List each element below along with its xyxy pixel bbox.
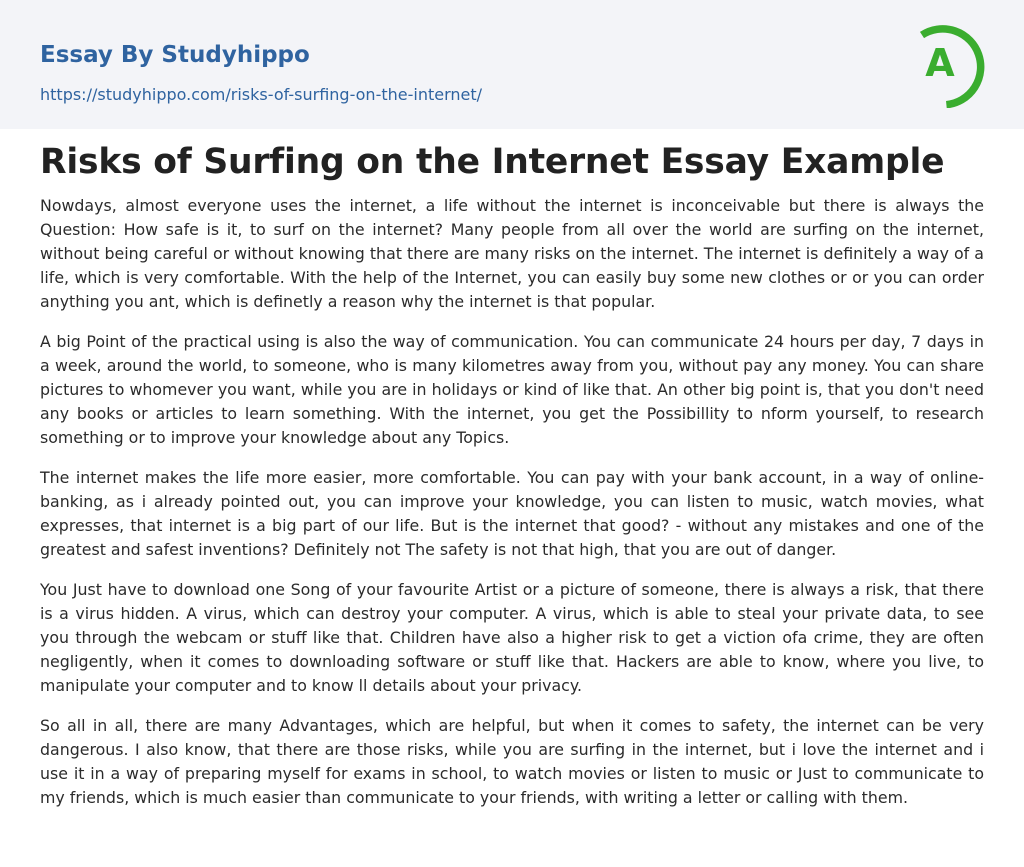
studyhippo-a-logo-icon[interactable] [910, 18, 990, 108]
site-brand[interactable]: Essay By Studyhippo [40, 42, 310, 68]
essay-paragraph: The internet makes the life more easier, more comfortable. You can pay with your bank account, in a way of online-banking, as i already pointed out, you can improve your knowledge, you can listen to music, watch movies, what expresses, that internet is a big part of our life. But is the internet that good? - without any mistakes and one of the greatest and safest inventions? Definitely not The safety is not that high, that you are out of danger. [40, 468, 984, 559]
essay-paragraph: You Just have to download one Song of your favourite Artist or a picture of someone, there is always a risk, that there is a virus hidden. A virus, which can destroy your computer. A virus, which is able to steal your private data, to see you through the webcam or stuff like that. Children have also a higher risk to get a viction ofa crime, they are often negligently, when it comes to downloading software or stuff like that. Hackers are able to know, where you live, to manipulate your computer and to know ll details about your privacy. [40, 580, 984, 695]
essay-paragraph: So all in all, there are many Advantages, which are helpful, but when it comes to safety, the internet can be very dangerous. I also know, that there are those risks, while you are surfing in the internet, but i love the internet and i use it in a way of preparing myself for exams in school, to watch movies or listen to music or Just to communicate to my friends, which is much easier than communicate to your friends, with writing a letter or calling with them. [40, 716, 984, 807]
essay-paragraph: A big Point of the practical using is also the way of communication. You can communicate 24 hours per day, 7 days in a week, around the world, to someone, who is many kilometres away from you, without pay any money. You can share pictures to whomever you want, while you are in holidays or kind of like that. An other big point is, that you don't need any books or articles to learn something. With the internet, you get the Possibillity to nform yourself, to research something or to improve your knowledge about any Topics. [40, 332, 984, 447]
essay-paragraph: Nowdays, almost everyone uses the internet, a life without the internet is inconceivable but there is always the Question: How safe is it, to surf on the internet? Many people from all over the world are surfing on the internet, without being careful or without knowing that there are many risks on the internet. The internet is definitely a way of a life, which is very comfortable. With the help of the Internet, you can easily buy some new clothes or or you can order anything you ant, which is definetly a reason why the internet is that popular. [40, 196, 984, 311]
page-title: Risks of Surfing on the Internet Essay Example [40, 142, 945, 182]
essay-body [40, 194, 984, 826]
site-header [0, 0, 1024, 129]
source-url-link[interactable]: https://studyhippo.com/risks-of-surfing-on-the-internet/ [40, 85, 483, 104]
logo-letter: A [925, 41, 955, 85]
